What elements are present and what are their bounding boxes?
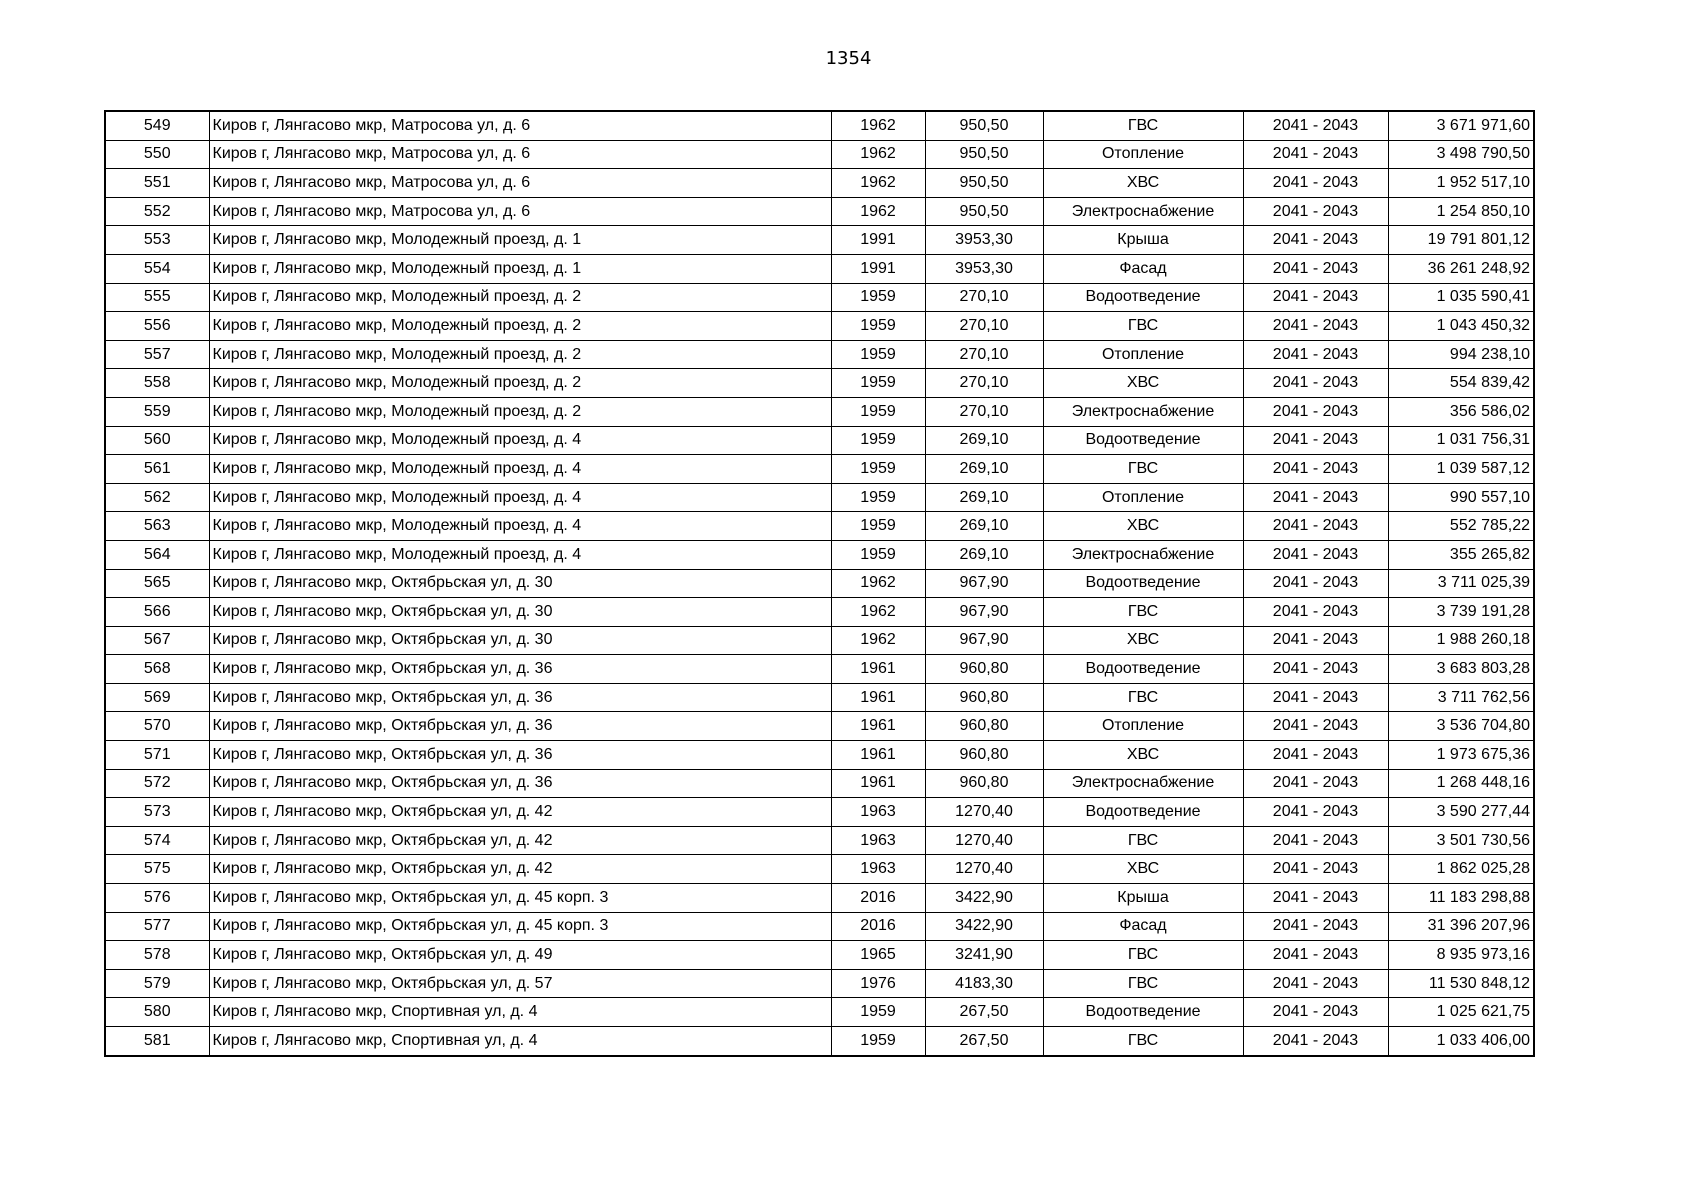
- build-year-cell: 1963: [831, 798, 925, 827]
- area-cell: 950,50: [925, 169, 1043, 198]
- area-cell: 967,90: [925, 598, 1043, 627]
- work-type-cell: ГВС: [1043, 111, 1243, 140]
- work-type-cell: ГВС: [1043, 455, 1243, 484]
- address-cell: Киров г, Лянгасово мкр, Октябрьская ул, д. 30: [209, 626, 831, 655]
- area-cell: 269,10: [925, 540, 1043, 569]
- cost-cell: 36 261 248,92: [1388, 254, 1534, 283]
- address-cell: Киров г, Лянгасово мкр, Молодежный проезд, д. 4: [209, 512, 831, 541]
- build-year-cell: 1965: [831, 941, 925, 970]
- row-number-cell: 568: [105, 655, 209, 684]
- area-cell: 270,10: [925, 369, 1043, 398]
- row-number-cell: 552: [105, 197, 209, 226]
- row-number-cell: 562: [105, 483, 209, 512]
- table-row: [105, 426, 1534, 455]
- table-row: [105, 312, 1534, 341]
- table-row: [105, 512, 1534, 541]
- work-type-cell: ГВС: [1043, 969, 1243, 998]
- build-year-cell: 1959: [831, 397, 925, 426]
- row-number-cell: 566: [105, 598, 209, 627]
- address-cell: Киров г, Лянгасово мкр, Октябрьская ул, д. 36: [209, 769, 831, 798]
- area-cell: 3953,30: [925, 226, 1043, 255]
- period-cell: 2041 - 2043: [1243, 512, 1388, 541]
- period-cell: 2041 - 2043: [1243, 655, 1388, 684]
- address-cell: Киров г, Лянгасово мкр, Молодежный проезд, д. 4: [209, 540, 831, 569]
- build-year-cell: 1961: [831, 741, 925, 770]
- row-number-cell: 551: [105, 169, 209, 198]
- build-year-cell: 1991: [831, 226, 925, 255]
- row-number-cell: 574: [105, 826, 209, 855]
- table-row: [105, 169, 1534, 198]
- area-cell: 1270,40: [925, 798, 1043, 827]
- period-cell: 2041 - 2043: [1243, 426, 1388, 455]
- address-cell: Киров г, Лянгасово мкр, Спортивная ул, д. 4: [209, 1027, 831, 1056]
- work-type-cell: Электроснабжение: [1043, 540, 1243, 569]
- area-cell: 960,80: [925, 655, 1043, 684]
- build-year-cell: 1959: [831, 426, 925, 455]
- area-cell: 3422,90: [925, 884, 1043, 913]
- table-row: [105, 140, 1534, 169]
- cost-cell: 1 862 025,28: [1388, 855, 1534, 884]
- address-cell: Киров г, Лянгасово мкр, Октябрьская ул, д. 45 корп. 3: [209, 884, 831, 913]
- table-row: [105, 741, 1534, 770]
- period-cell: 2041 - 2043: [1243, 798, 1388, 827]
- build-year-cell: 1959: [831, 312, 925, 341]
- area-cell: 950,50: [925, 140, 1043, 169]
- cost-cell: 3 671 971,60: [1388, 111, 1534, 140]
- address-cell: Киров г, Лянгасово мкр, Молодежный проезд, д. 1: [209, 226, 831, 255]
- address-cell: Киров г, Лянгасово мкр, Октябрьская ул, д. 42: [209, 855, 831, 884]
- cost-cell: 31 396 207,96: [1388, 912, 1534, 941]
- period-cell: 2041 - 2043: [1243, 741, 1388, 770]
- address-cell: Киров г, Лянгасово мкр, Октябрьская ул, д. 42: [209, 798, 831, 827]
- period-cell: 2041 - 2043: [1243, 111, 1388, 140]
- address-cell: Киров г, Лянгасово мкр, Октябрьская ул, д. 30: [209, 569, 831, 598]
- build-year-cell: 1961: [831, 655, 925, 684]
- work-type-cell: ХВС: [1043, 855, 1243, 884]
- cost-cell: 552 785,22: [1388, 512, 1534, 541]
- period-cell: 2041 - 2043: [1243, 340, 1388, 369]
- area-cell: 270,10: [925, 340, 1043, 369]
- period-cell: 2041 - 2043: [1243, 769, 1388, 798]
- cost-cell: 11 530 848,12: [1388, 969, 1534, 998]
- period-cell: 2041 - 2043: [1243, 912, 1388, 941]
- table-row: [105, 884, 1534, 913]
- cost-cell: 3 498 790,50: [1388, 140, 1534, 169]
- build-year-cell: 1959: [831, 455, 925, 484]
- row-number-cell: 565: [105, 569, 209, 598]
- row-number-cell: 555: [105, 283, 209, 312]
- row-number-cell: 553: [105, 226, 209, 255]
- table-row: [105, 683, 1534, 712]
- work-type-cell: Отопление: [1043, 140, 1243, 169]
- work-type-cell: Водоотведение: [1043, 283, 1243, 312]
- period-cell: 2041 - 2043: [1243, 140, 1388, 169]
- cost-cell: 3 739 191,28: [1388, 598, 1534, 627]
- cost-cell: 1 033 406,00: [1388, 1027, 1534, 1056]
- work-type-cell: ГВС: [1043, 1027, 1243, 1056]
- build-year-cell: 1963: [831, 855, 925, 884]
- period-cell: 2041 - 2043: [1243, 941, 1388, 970]
- table-row: [105, 1027, 1534, 1056]
- address-cell: Киров г, Лянгасово мкр, Октябрьская ул, д. 42: [209, 826, 831, 855]
- cost-cell: 356 586,02: [1388, 397, 1534, 426]
- address-cell: Киров г, Лянгасово мкр, Октябрьская ул, д. 57: [209, 969, 831, 998]
- work-type-cell: Отопление: [1043, 712, 1243, 741]
- period-cell: 2041 - 2043: [1243, 826, 1388, 855]
- area-cell: 1270,40: [925, 855, 1043, 884]
- work-type-cell: Водоотведение: [1043, 798, 1243, 827]
- address-cell: Киров г, Лянгасово мкр, Молодежный проезд, д. 2: [209, 397, 831, 426]
- build-year-cell: 1959: [831, 340, 925, 369]
- work-type-cell: Электроснабжение: [1043, 397, 1243, 426]
- table-row: [105, 855, 1534, 884]
- build-year-cell: 1961: [831, 769, 925, 798]
- build-year-cell: 1959: [831, 483, 925, 512]
- period-cell: 2041 - 2043: [1243, 1027, 1388, 1056]
- table-row: [105, 540, 1534, 569]
- area-cell: 3422,90: [925, 912, 1043, 941]
- build-year-cell: 1959: [831, 998, 925, 1027]
- work-type-cell: ХВС: [1043, 741, 1243, 770]
- address-cell: Киров г, Лянгасово мкр, Молодежный проезд, д. 2: [209, 369, 831, 398]
- period-cell: 2041 - 2043: [1243, 998, 1388, 1027]
- table-row: [105, 626, 1534, 655]
- work-type-cell: Электроснабжение: [1043, 197, 1243, 226]
- area-cell: 950,50: [925, 111, 1043, 140]
- work-type-cell: Фасад: [1043, 912, 1243, 941]
- table-row: [105, 598, 1534, 627]
- work-type-cell: Крыша: [1043, 884, 1243, 913]
- row-number-cell: 557: [105, 340, 209, 369]
- area-cell: 960,80: [925, 712, 1043, 741]
- row-number-cell: 558: [105, 369, 209, 398]
- work-type-cell: Водоотведение: [1043, 998, 1243, 1027]
- address-cell: Киров г, Лянгасово мкр, Матросова ул, д. 6: [209, 140, 831, 169]
- row-number-cell: 554: [105, 254, 209, 283]
- work-type-cell: Водоотведение: [1043, 569, 1243, 598]
- address-cell: Киров г, Лянгасово мкр, Молодежный проезд, д. 1: [209, 254, 831, 283]
- address-cell: Киров г, Лянгасово мкр, Октябрьская ул, д. 36: [209, 683, 831, 712]
- area-cell: 4183,30: [925, 969, 1043, 998]
- row-number-cell: 579: [105, 969, 209, 998]
- table-row: [105, 111, 1534, 140]
- cost-cell: 3 711 025,39: [1388, 569, 1534, 598]
- cost-cell: 994 238,10: [1388, 340, 1534, 369]
- table-row: [105, 340, 1534, 369]
- area-cell: 269,10: [925, 455, 1043, 484]
- table-row: [105, 941, 1534, 970]
- period-cell: 2041 - 2043: [1243, 312, 1388, 341]
- table-row: [105, 798, 1534, 827]
- build-year-cell: 1991: [831, 254, 925, 283]
- area-cell: 267,50: [925, 998, 1043, 1027]
- period-cell: 2041 - 2043: [1243, 540, 1388, 569]
- address-cell: Киров г, Лянгасово мкр, Матросова ул, д. 6: [209, 111, 831, 140]
- build-year-cell: 1962: [831, 626, 925, 655]
- row-number-cell: 573: [105, 798, 209, 827]
- page-number: 1354: [825, 48, 872, 69]
- row-number-cell: 577: [105, 912, 209, 941]
- build-year-cell: 2016: [831, 884, 925, 913]
- address-cell: Киров г, Лянгасово мкр, Октябрьская ул, д. 36: [209, 712, 831, 741]
- cost-cell: 19 791 801,12: [1388, 226, 1534, 255]
- area-cell: 267,50: [925, 1027, 1043, 1056]
- work-type-cell: ХВС: [1043, 169, 1243, 198]
- work-type-cell: ГВС: [1043, 826, 1243, 855]
- address-cell: Киров г, Лянгасово мкр, Октябрьская ул, д. 36: [209, 741, 831, 770]
- address-cell: Киров г, Лянгасово мкр, Молодежный проезд, д. 2: [209, 312, 831, 341]
- area-cell: 967,90: [925, 626, 1043, 655]
- area-cell: 270,10: [925, 312, 1043, 341]
- work-type-cell: ХВС: [1043, 626, 1243, 655]
- row-number-cell: 550: [105, 140, 209, 169]
- period-cell: 2041 - 2043: [1243, 197, 1388, 226]
- cost-cell: 1 988 260,18: [1388, 626, 1534, 655]
- work-type-cell: ГВС: [1043, 683, 1243, 712]
- build-year-cell: 1962: [831, 569, 925, 598]
- area-cell: 1270,40: [925, 826, 1043, 855]
- build-year-cell: 1962: [831, 598, 925, 627]
- work-type-cell: Фасад: [1043, 254, 1243, 283]
- table-body: [105, 111, 1534, 1056]
- table-row: [105, 998, 1534, 1027]
- period-cell: 2041 - 2043: [1243, 283, 1388, 312]
- build-year-cell: 1962: [831, 169, 925, 198]
- area-cell: 960,80: [925, 769, 1043, 798]
- cost-cell: 1 973 675,36: [1388, 741, 1534, 770]
- period-cell: 2041 - 2043: [1243, 569, 1388, 598]
- cost-cell: 3 683 803,28: [1388, 655, 1534, 684]
- area-cell: 270,10: [925, 283, 1043, 312]
- build-year-cell: 1962: [831, 140, 925, 169]
- period-cell: 2041 - 2043: [1243, 712, 1388, 741]
- work-type-cell: Водоотведение: [1043, 655, 1243, 684]
- period-cell: 2041 - 2043: [1243, 598, 1388, 627]
- row-number-cell: 569: [105, 683, 209, 712]
- address-cell: Киров г, Лянгасово мкр, Октябрьская ул, д. 45 корп. 3: [209, 912, 831, 941]
- address-cell: Киров г, Лянгасово мкр, Октябрьская ул, д. 30: [209, 598, 831, 627]
- area-cell: 3953,30: [925, 254, 1043, 283]
- address-cell: Киров г, Лянгасово мкр, Молодежный проезд, д. 2: [209, 283, 831, 312]
- row-number-cell: 567: [105, 626, 209, 655]
- period-cell: 2041 - 2043: [1243, 455, 1388, 484]
- area-cell: 269,10: [925, 512, 1043, 541]
- table-row: [105, 712, 1534, 741]
- cost-cell: 1 031 756,31: [1388, 426, 1534, 455]
- row-number-cell: 556: [105, 312, 209, 341]
- area-cell: 960,80: [925, 683, 1043, 712]
- table-row: [105, 769, 1534, 798]
- cost-cell: 8 935 973,16: [1388, 941, 1534, 970]
- work-type-cell: Водоотведение: [1043, 426, 1243, 455]
- row-number-cell: 571: [105, 741, 209, 770]
- cost-cell: 990 557,10: [1388, 483, 1534, 512]
- row-number-cell: 549: [105, 111, 209, 140]
- table-row: [105, 969, 1534, 998]
- period-cell: 2041 - 2043: [1243, 483, 1388, 512]
- build-year-cell: 1959: [831, 283, 925, 312]
- period-cell: 2041 - 2043: [1243, 397, 1388, 426]
- work-type-cell: Отопление: [1043, 340, 1243, 369]
- address-cell: Киров г, Лянгасово мкр, Спортивная ул, д. 4: [209, 998, 831, 1027]
- table-row: [105, 569, 1534, 598]
- address-cell: Киров г, Лянгасово мкр, Октябрьская ул, д. 36: [209, 655, 831, 684]
- cost-cell: 11 183 298,88: [1388, 884, 1534, 913]
- cost-cell: 355 265,82: [1388, 540, 1534, 569]
- table-row: [105, 369, 1534, 398]
- row-number-cell: 561: [105, 455, 209, 484]
- cost-cell: 1 254 850,10: [1388, 197, 1534, 226]
- row-number-cell: 563: [105, 512, 209, 541]
- row-number-cell: 575: [105, 855, 209, 884]
- build-year-cell: 1959: [831, 540, 925, 569]
- period-cell: 2041 - 2043: [1243, 683, 1388, 712]
- address-cell: Киров г, Лянгасово мкр, Молодежный проезд, д. 2: [209, 340, 831, 369]
- build-year-cell: 2016: [831, 912, 925, 941]
- period-cell: 2041 - 2043: [1243, 969, 1388, 998]
- row-number-cell: 576: [105, 884, 209, 913]
- table-row: [105, 197, 1534, 226]
- build-year-cell: 1961: [831, 683, 925, 712]
- cost-cell: 1 025 621,75: [1388, 998, 1534, 1027]
- cost-cell: 3 711 762,56: [1388, 683, 1534, 712]
- row-number-cell: 578: [105, 941, 209, 970]
- address-cell: Киров г, Лянгасово мкр, Матросова ул, д. 6: [209, 169, 831, 198]
- work-type-cell: ГВС: [1043, 312, 1243, 341]
- work-type-cell: Крыша: [1043, 226, 1243, 255]
- table-row: [105, 397, 1534, 426]
- table-row: [105, 226, 1534, 255]
- period-cell: 2041 - 2043: [1243, 254, 1388, 283]
- area-cell: 269,10: [925, 426, 1043, 455]
- address-cell: Киров г, Лянгасово мкр, Молодежный проезд, д. 4: [209, 426, 831, 455]
- table-row: [105, 483, 1534, 512]
- period-cell: 2041 - 2043: [1243, 369, 1388, 398]
- area-cell: 950,50: [925, 197, 1043, 226]
- table-row: [105, 455, 1534, 484]
- work-type-cell: ГВС: [1043, 941, 1243, 970]
- row-number-cell: 572: [105, 769, 209, 798]
- work-type-cell: Отопление: [1043, 483, 1243, 512]
- address-cell: Киров г, Лянгасово мкр, Октябрьская ул, д. 49: [209, 941, 831, 970]
- address-cell: Киров г, Лянгасово мкр, Молодежный проезд, д. 4: [209, 455, 831, 484]
- cost-cell: 3 590 277,44: [1388, 798, 1534, 827]
- build-year-cell: 1961: [831, 712, 925, 741]
- cost-cell: 3 501 730,56: [1388, 826, 1534, 855]
- area-cell: 3241,90: [925, 941, 1043, 970]
- build-year-cell: 1963: [831, 826, 925, 855]
- build-year-cell: 1959: [831, 512, 925, 541]
- period-cell: 2041 - 2043: [1243, 855, 1388, 884]
- cost-cell: 1 952 517,10: [1388, 169, 1534, 198]
- row-number-cell: 560: [105, 426, 209, 455]
- row-number-cell: 581: [105, 1027, 209, 1056]
- row-number-cell: 580: [105, 998, 209, 1027]
- work-type-cell: ХВС: [1043, 369, 1243, 398]
- period-cell: 2041 - 2043: [1243, 884, 1388, 913]
- period-cell: 2041 - 2043: [1243, 626, 1388, 655]
- cost-cell: 1 035 590,41: [1388, 283, 1534, 312]
- work-type-cell: ХВС: [1043, 512, 1243, 541]
- build-year-cell: 1959: [831, 1027, 925, 1056]
- area-cell: 967,90: [925, 569, 1043, 598]
- table-row: [105, 283, 1534, 312]
- table-row: [105, 655, 1534, 684]
- cost-cell: 3 536 704,80: [1388, 712, 1534, 741]
- cost-cell: 1 268 448,16: [1388, 769, 1534, 798]
- address-cell: Киров г, Лянгасово мкр, Молодежный проезд, д. 4: [209, 483, 831, 512]
- repair-schedule-table: [104, 110, 1535, 1057]
- period-cell: 2041 - 2043: [1243, 169, 1388, 198]
- build-year-cell: 1976: [831, 969, 925, 998]
- build-year-cell: 1962: [831, 111, 925, 140]
- cost-cell: 1 039 587,12: [1388, 455, 1534, 484]
- area-cell: 269,10: [925, 483, 1043, 512]
- table-row: [105, 912, 1534, 941]
- period-cell: 2041 - 2043: [1243, 226, 1388, 255]
- address-cell: Киров г, Лянгасово мкр, Матросова ул, д. 6: [209, 197, 831, 226]
- row-number-cell: 570: [105, 712, 209, 741]
- work-type-cell: ГВС: [1043, 598, 1243, 627]
- cost-cell: 554 839,42: [1388, 369, 1534, 398]
- build-year-cell: 1962: [831, 197, 925, 226]
- build-year-cell: 1959: [831, 369, 925, 398]
- work-type-cell: Электроснабжение: [1043, 769, 1243, 798]
- area-cell: 960,80: [925, 741, 1043, 770]
- row-number-cell: 559: [105, 397, 209, 426]
- row-number-cell: 564: [105, 540, 209, 569]
- area-cell: 270,10: [925, 397, 1043, 426]
- cost-cell: 1 043 450,32: [1388, 312, 1534, 341]
- table-row: [105, 826, 1534, 855]
- table-row: [105, 254, 1534, 283]
